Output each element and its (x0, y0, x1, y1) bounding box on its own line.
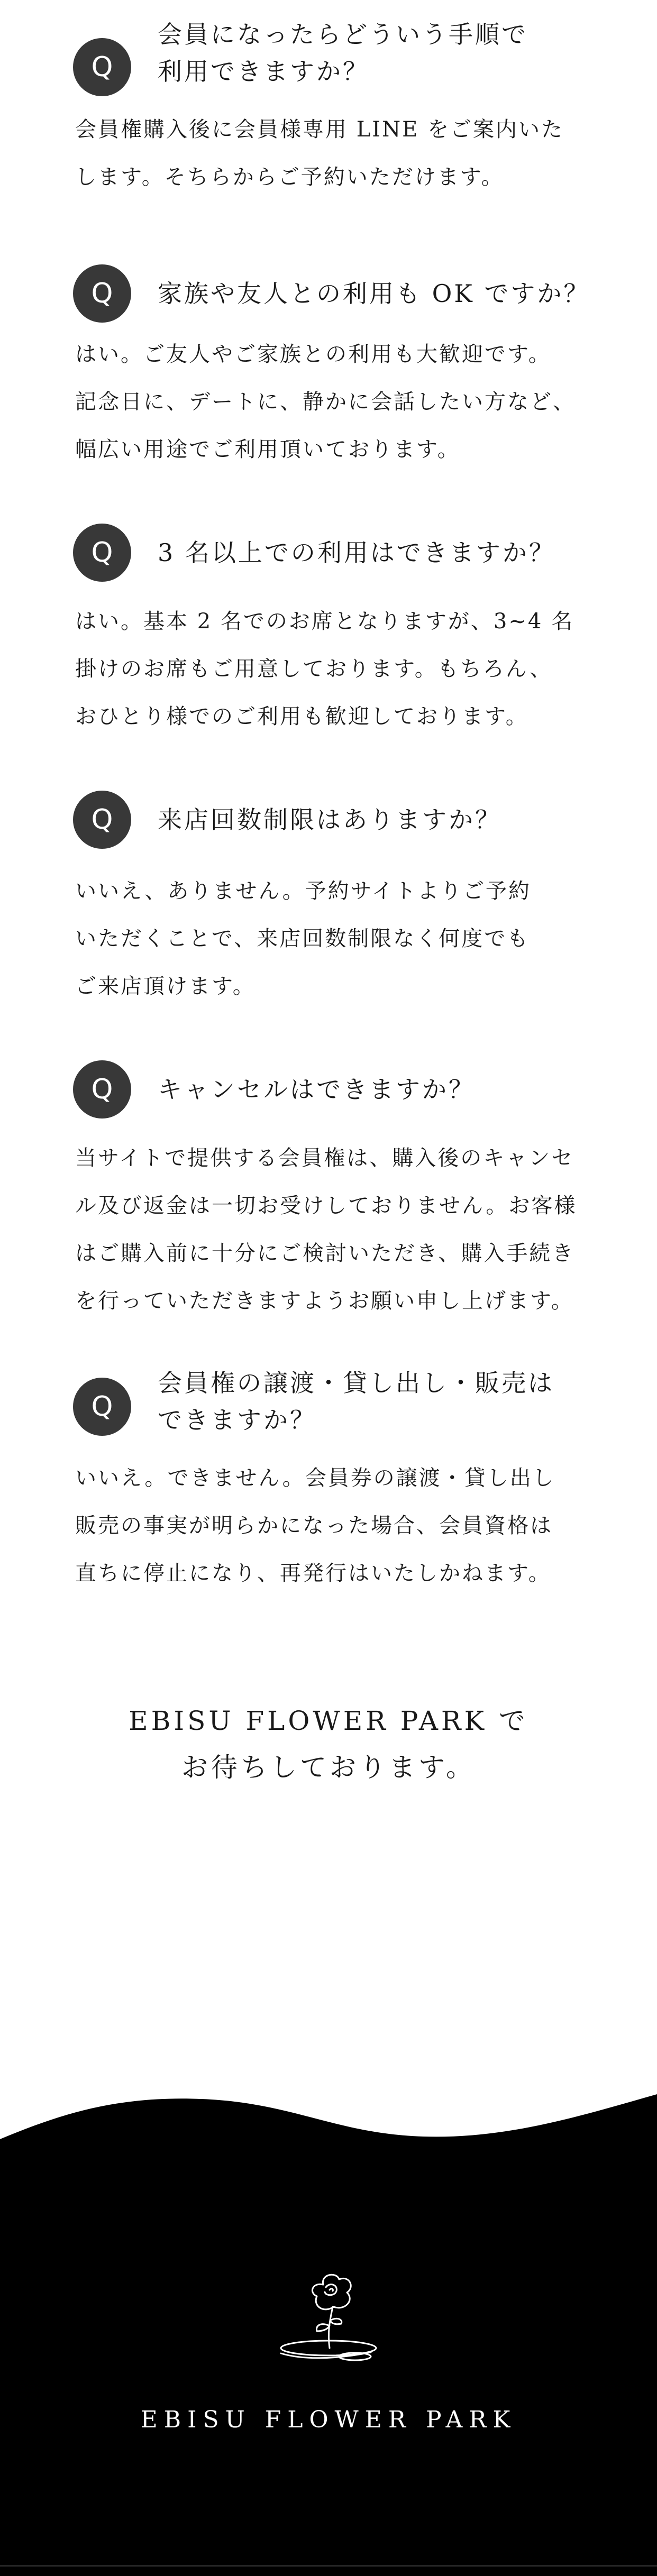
answer-text: いいえ。できません。会員券の譲渡・貸し出し 販売の事実が明らかになった場合、会員資格は 直ちに停止になり、再発行はいたしかねます。 (75, 1466, 555, 1585)
question-badge: Q (73, 264, 131, 323)
footer-brand-name: EBISU FLOWER PARK (140, 2406, 517, 2433)
footer (0, 2089, 657, 2576)
answer-text: いいえ、ありません。予約サイトよりご予約 いただくことで、来店回数制限なく何度でも ご来店頂けます。 (75, 879, 531, 998)
question-badge: Q (73, 38, 131, 96)
faq-item-membership-procedure (0, 16, 657, 280)
answer-text: 当サイトで提供する会員権は、購入後のキャンセ ル及び返金は一切お受けしておりません。お客様 はご購入前に十分にご検討いただき、購入手続き を行っていただきますようお願い申し上げます。 (75, 1146, 577, 1313)
question-badge: Q (73, 1378, 131, 1436)
question-text: 3 名以上での利用はできますか？ (158, 538, 555, 567)
faq-item-family-friends (0, 251, 657, 516)
question-text: キャンセルはできますか？ (158, 1075, 475, 1104)
answer-text: はい。ご友人やご家族との利用も大歓迎です。 記念日に、デートに、静かに会話したい方など、 幅広い用途でご利用頂いております。 (75, 342, 576, 462)
question-badge: Q (73, 524, 131, 582)
footer-divider (0, 2565, 657, 2566)
question-text: 家族や友人との利用も OK ですか？ (158, 279, 590, 308)
question-text: 来店回数制限はありますか？ (158, 805, 501, 834)
closing-message: EBISU FLOWER PARK で お待ちしております。 (129, 1706, 528, 1783)
question-text: 会員になったらどういう手順で 利用できますか？ (158, 20, 528, 86)
faq-item-transfer (0, 1351, 657, 1616)
faq-item-visit-limit (0, 791, 657, 1055)
question-text: 会員権の譲渡・貸し出し・販売は できますか？ (158, 1369, 554, 1434)
question-badge: Q (73, 1060, 131, 1119)
faq-item-three-or-more (0, 524, 657, 788)
answer-text: 会員権購入後に会員様専用 LINE をご案内いた します。そちらからご予約いただけます。 (75, 117, 564, 189)
faq-item-cancellation (0, 1060, 657, 1325)
answer-text: はい。基本 2 名でのお席となりますが、3~4 名 掛けのお席もご用意しております。もちろん、 おひとり様でのご利用も歓迎しております。 (75, 609, 574, 729)
question-badge: Q (73, 791, 131, 849)
rose-icon (270, 2263, 387, 2375)
